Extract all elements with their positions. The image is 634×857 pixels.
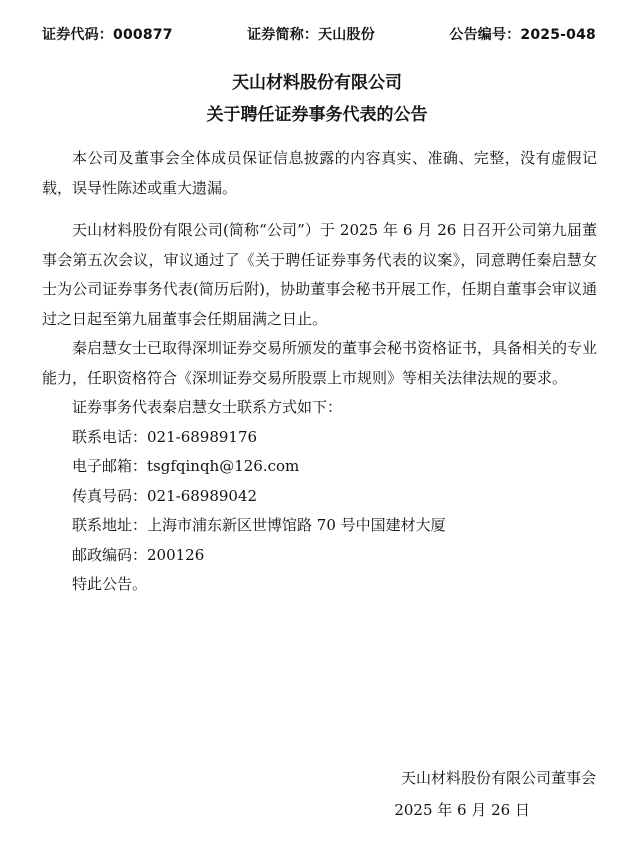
company-title: 天山材料股份有限公司 <box>232 73 402 93</box>
contact-address: 联系地址：上海市浦东新区世博馆路 70 号中国建材大厦 <box>72 516 446 534</box>
closing-line: 特此公告。 <box>72 575 148 593</box>
announcement-title: 关于聘任证券事务代表的公告 <box>206 105 428 125</box>
contact-fax: 传真号码：021-68989042 <box>72 486 258 505</box>
stock-name: 证券简称：天山股份 <box>247 27 375 43</box>
signature-org: 天山材料股份有限公司董事会 <box>400 769 596 787</box>
paragraph-qualification: 秦启慧女士已取得深圳证券交易所颁发的董事会秘书资格证书，具备相关的专业能力，任职资格符合《深圳证券交易所股票上市规则》等相关法律法规的要求。 <box>42 339 598 387</box>
paragraph-appointment: 天山材料股份有限公司(简称“公司”）于 2025 年 6 月 26 日召开公司第九届董事会第五次会议，审议通过了《关于聘任证券事务代表的议案》，同意聘任秦启慧女士为公司证券事务代表(简历后附)，协助董事会秘书开展工作，任期自董事会审议通过之日起至第九届董事会任期届满之日止。 <box>42 221 597 328</box>
stock-code: 证券代码：000877 <box>42 27 173 43</box>
document-body <box>42 144 597 600</box>
statement-paragraph: 本公司及董事会全体成员保证信息披露的内容真实、准确、完整，没有虚假记载，误导性陈述或重大遗漏。 <box>42 149 597 197</box>
contact-phone: 联系电话：021-68989176 <box>72 427 258 446</box>
contact-postcode: 邮政编码：200126 <box>72 545 205 564</box>
contact-intro: 证券事务代表秦启慧女士联系方式如下： <box>72 398 343 416</box>
document-header <box>42 24 596 44</box>
signature-date: 2025 年 6 月 26 日 <box>394 801 530 819</box>
notice-number: 公告编号：2025-048 <box>449 27 596 43</box>
contact-email: 电子邮箱：tsgfqinqh@126.com <box>72 457 300 475</box>
